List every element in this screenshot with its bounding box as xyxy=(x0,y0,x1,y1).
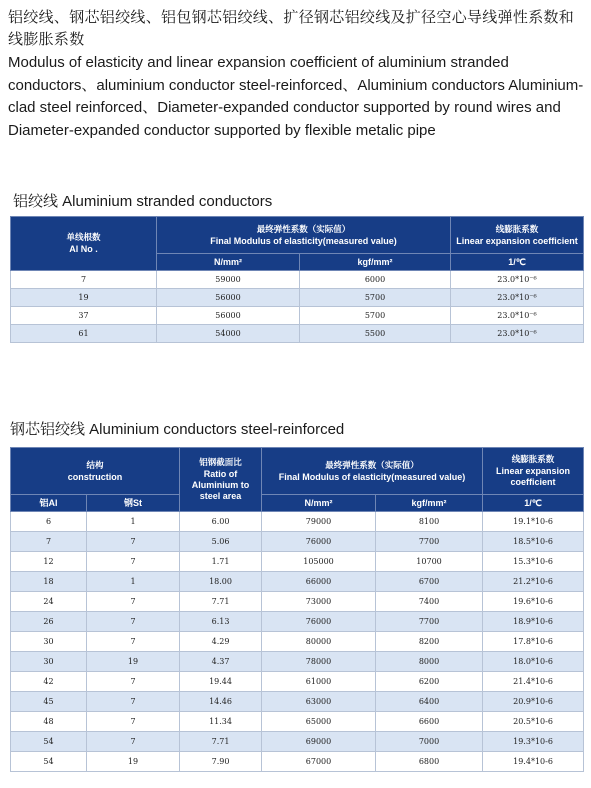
table-cell: 6.00 xyxy=(180,512,262,532)
table-cell: 56000 xyxy=(157,307,300,325)
table-cell: 5.06 xyxy=(180,532,262,552)
table-cell: 6400 xyxy=(376,692,483,712)
table-cell: 18 xyxy=(11,572,87,592)
table-cell: 1 xyxy=(87,512,180,532)
table-cell: 6600 xyxy=(376,712,483,732)
table-cell: 14.46 xyxy=(180,692,262,712)
table-cell: 7 xyxy=(11,532,87,552)
table-cell: 5700 xyxy=(300,289,451,307)
table-row xyxy=(11,692,584,712)
header-unit-nmm: N/mm² xyxy=(157,254,300,271)
table-row xyxy=(11,752,584,772)
table-cell: 6200 xyxy=(376,672,483,692)
header-linear-expansion: 线膨胀系数 Linear expansion coefficient xyxy=(451,217,584,254)
table-cell: 6.13 xyxy=(180,612,262,632)
table-cell: 19.6*10-6 xyxy=(483,592,584,612)
header-final-modulus: 最终弹性系数（实际值） Final Modulus of elasticity(measured value) xyxy=(262,448,483,495)
table-cell: 30 xyxy=(11,632,87,652)
table-row xyxy=(11,512,584,532)
table-row xyxy=(11,552,584,572)
header-construction: 结构 construction xyxy=(11,448,180,495)
table-cell: 37 xyxy=(11,307,157,325)
table-cell: 8200 xyxy=(376,632,483,652)
header-wire-count: 单线根数 Al No . xyxy=(11,217,157,271)
table-row xyxy=(11,632,584,652)
table-cell: 5500 xyxy=(300,325,451,343)
table-cell: 19.3*10-6 xyxy=(483,732,584,752)
table-cell: 45 xyxy=(11,692,87,712)
table-cell: 19 xyxy=(87,752,180,772)
table-cell: 19.44 xyxy=(180,672,262,692)
table-cell: 79000 xyxy=(262,512,376,532)
table-cell: 7 xyxy=(87,672,180,692)
table-cell: 6800 xyxy=(376,752,483,772)
table-cell: 8100 xyxy=(376,512,483,532)
header-unit-per-degree: 1/℃ xyxy=(451,254,584,271)
table-cell: 18.5*10-6 xyxy=(483,532,584,552)
table-cell: 7 xyxy=(11,271,157,289)
table-row xyxy=(11,289,584,307)
table-cell: 19 xyxy=(87,652,180,672)
table-cell: 54000 xyxy=(157,325,300,343)
table-row xyxy=(11,307,584,325)
table-cell: 63000 xyxy=(262,692,376,712)
table-cell: 18.00 xyxy=(180,572,262,592)
table-cell: 24 xyxy=(11,592,87,612)
table-cell: 26 xyxy=(11,612,87,632)
table-cell: 7 xyxy=(87,552,180,572)
header-linear-expansion: 线膨胀系数 Linear expansion coefficient xyxy=(483,448,584,495)
table-cell: 80000 xyxy=(262,632,376,652)
table-cell: 23.0*10⁻⁶ xyxy=(451,289,584,307)
steel-reinforced-rows xyxy=(11,512,584,772)
table-row xyxy=(11,672,584,692)
header-final-modulus: 最终弹性系数（实际值） Final Modulus of elasticity(measured value) xyxy=(157,217,451,254)
intro-title-chinese: 铝绞线、钢芯铝绞线、铝包钢芯铝绞线、扩径钢芯铝绞线及扩径空心导线弹性系数和线膨胀系数 xyxy=(8,8,575,48)
table-cell: 7400 xyxy=(376,592,483,612)
table-cell: 54 xyxy=(11,732,87,752)
table-cell: 21.4*10-6 xyxy=(483,672,584,692)
table-row xyxy=(11,592,584,612)
table-cell: 7 xyxy=(87,712,180,732)
header-area-ratio: 铝钢截面比 Ratio of Aluminium to steel area xyxy=(180,448,262,512)
header-unit-kgf: kgf/mm² xyxy=(376,495,483,512)
table-cell: 7 xyxy=(87,532,180,552)
table-cell: 7.71 xyxy=(180,732,262,752)
table-cell: 7 xyxy=(87,632,180,652)
table-row xyxy=(11,712,584,732)
table-cell: 18.9*10-6 xyxy=(483,612,584,632)
table-cell: 23.0*10⁻⁶ xyxy=(451,271,584,289)
table-cell: 42 xyxy=(11,672,87,692)
table-cell: 76000 xyxy=(262,532,376,552)
table-cell: 1 xyxy=(87,572,180,592)
section-title-aluminium-stranded: 铝绞线 Aluminium stranded conductors xyxy=(13,193,273,210)
table-cell: 10700 xyxy=(376,552,483,572)
table-cell: 7 xyxy=(87,592,180,612)
table-cell: 76000 xyxy=(262,612,376,632)
table-cell: 7 xyxy=(87,692,180,712)
table-cell: 6700 xyxy=(376,572,483,592)
table-cell: 7.90 xyxy=(180,752,262,772)
table-cell: 66000 xyxy=(262,572,376,592)
table-cell: 19.4*10-6 xyxy=(483,752,584,772)
table-cell: 7700 xyxy=(376,532,483,552)
table-cell: 61000 xyxy=(262,672,376,692)
table-cell: 54 xyxy=(11,752,87,772)
table-row xyxy=(11,732,584,752)
header-unit-nmm: N/mm² xyxy=(262,495,376,512)
table-cell: 65000 xyxy=(262,712,376,732)
header-unit-per-degree: 1/℃ xyxy=(483,495,584,512)
table-row xyxy=(11,325,584,343)
table-cell: 6 xyxy=(11,512,87,532)
table-cell: 78000 xyxy=(262,652,376,672)
table-cell: 59000 xyxy=(157,271,300,289)
section-title-steel-reinforced: 钢芯铝绞线 Aluminium conductors steel-reinforced xyxy=(10,421,345,438)
table-cell: 19.1*10-6 xyxy=(483,512,584,532)
table-cell: 6000 xyxy=(300,271,451,289)
table-cell: 7 xyxy=(87,612,180,632)
table-cell: 20.5*10-6 xyxy=(483,712,584,732)
table-cell: 12 xyxy=(11,552,87,572)
intro-title-english: Modulus of elasticity and linear expansion coefficient of aluminium stranded conductors、aluminium conductor steel-reinforced、Aluminium conductors Aluminium-clad steel reinforced、Diameter-expanded conductor supported by round wires and Diameter-expanded conductor supported by flexible metalic pipe xyxy=(8,54,584,139)
table-cell: 23.0*10⁻⁶ xyxy=(451,307,584,325)
table-cell: 61 xyxy=(11,325,157,343)
table-cell: 73000 xyxy=(262,592,376,612)
table-cell: 56000 xyxy=(157,289,300,307)
table-cell: 5700 xyxy=(300,307,451,325)
table-cell: 15.3*10-6 xyxy=(483,552,584,572)
aluminium-stranded-table xyxy=(10,216,584,343)
steel-reinforced-table xyxy=(10,447,584,772)
table-row xyxy=(11,572,584,592)
table-cell: 30 xyxy=(11,652,87,672)
table-cell: 1.71 xyxy=(180,552,262,572)
table-cell: 23.0*10⁻⁶ xyxy=(451,325,584,343)
table-cell: 67000 xyxy=(262,752,376,772)
table-cell: 20.9*10-6 xyxy=(483,692,584,712)
table-cell: 48 xyxy=(11,712,87,732)
header-unit-kgf: kgf/mm² xyxy=(300,254,451,271)
table-cell: 8000 xyxy=(376,652,483,672)
table-cell: 4.37 xyxy=(180,652,262,672)
header-steel-count: 钢St xyxy=(87,495,180,512)
header-aluminium-count: 铝Al xyxy=(11,495,87,512)
table-cell: 17.8*10-6 xyxy=(483,632,584,652)
table-cell: 105000 xyxy=(262,552,376,572)
table-row xyxy=(11,652,584,672)
intro-block xyxy=(8,6,586,142)
table-cell: 18.0*10-6 xyxy=(483,652,584,672)
table-cell: 11.34 xyxy=(180,712,262,732)
table-row xyxy=(11,532,584,552)
table-cell: 21.2*10-6 xyxy=(483,572,584,592)
table-cell: 19 xyxy=(11,289,157,307)
table-row xyxy=(11,612,584,632)
table-cell: 4.29 xyxy=(180,632,262,652)
table-cell: 7.71 xyxy=(180,592,262,612)
table-cell: 7700 xyxy=(376,612,483,632)
table-row xyxy=(11,271,584,289)
table-cell: 7 xyxy=(87,732,180,752)
table-cell: 7000 xyxy=(376,732,483,752)
aluminium-stranded-rows xyxy=(11,271,584,343)
table-cell: 69000 xyxy=(262,732,376,752)
